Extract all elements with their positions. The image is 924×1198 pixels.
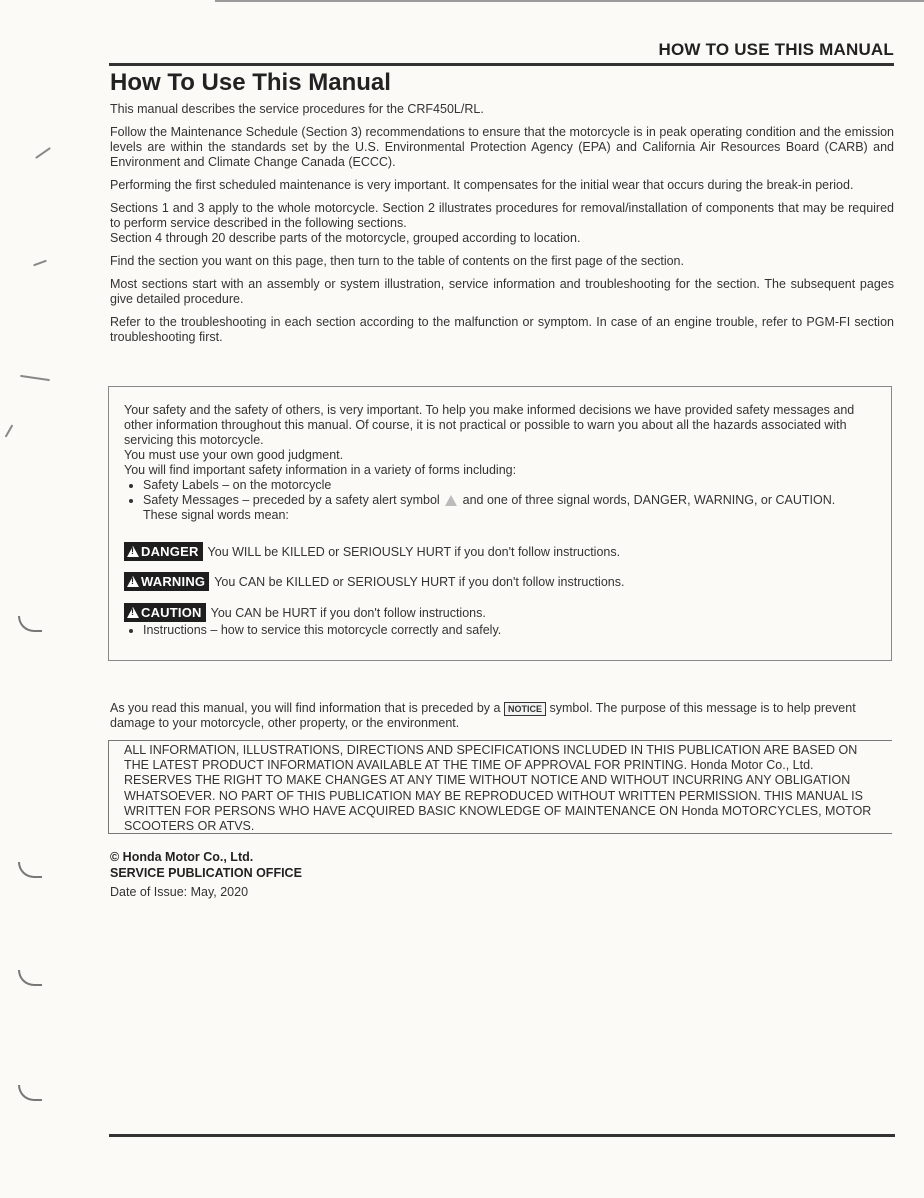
alert-triangle-icon bbox=[127, 546, 139, 557]
notice-paragraph: As you read this manual, you will find information that is preceded by a NOTICE symbol. The purpose of this message is to help prevent damage to your motorcycle, other property, or the environment. bbox=[110, 701, 856, 730]
danger-row bbox=[124, 542, 620, 561]
binder-hole-mark bbox=[18, 970, 42, 986]
intro-paragraph: Follow the Maintenance Schedule (Section 3) recommendations to ensure that the motorcycle is in peak operating condition and the emission levels are within the standards set by the U.S. Environmental Protection Agency (EPA) and California Air Resources Board (CARB) and Environment and Climate Change Canada (ECCC). bbox=[110, 125, 894, 169]
alert-triangle-icon bbox=[127, 576, 139, 587]
scan-mark bbox=[33, 260, 47, 267]
intro-paragraph: Performing the first scheduled maintenance is very important. It compensates for the initial wear that occurs during the break-in period. bbox=[110, 178, 854, 192]
page-title: How To Use This Manual bbox=[110, 69, 391, 96]
intro-paragraph: Find the section you want on this page, then turn to the table of contents on the first page of the section. bbox=[110, 254, 684, 268]
safety-list-2 bbox=[124, 623, 879, 638]
binder-hole-mark bbox=[18, 1085, 42, 1101]
intro-paragraph: Sections 1 and 3 apply to the whole motorcycle. Section 2 illustrates procedures for removal/installation of components that may be required to perform service described in the following sections. bbox=[110, 201, 894, 230]
warning-text: You CAN be KILLED or SERIOUSLY HURT if you don't follow instructions. bbox=[214, 574, 625, 589]
safety-bullet-labels: • Safety Labels – on the motorcycle bbox=[143, 478, 879, 493]
safety-list bbox=[124, 478, 879, 508]
binder-hole-mark bbox=[18, 862, 42, 878]
running-header: HOW TO USE THIS MANUAL bbox=[658, 40, 894, 59]
caution-text: You CAN be HURT if you don't follow instructions. bbox=[210, 605, 486, 620]
danger-text: You WILL be KILLED or SERIOUSLY HURT if you don't follow instructions. bbox=[207, 544, 621, 559]
safety-bullet-messages: • Safety Messages – preceded by a safety alert symbol and one of three signal words, DANGER, WARNING, or CAUTION. bbox=[143, 493, 879, 508]
danger-badge: ! DANGER bbox=[124, 542, 203, 561]
warning-row bbox=[124, 572, 624, 591]
caution-badge: ! CAUTION bbox=[124, 603, 206, 622]
copyright-line: © Honda Motor Co., Ltd. bbox=[110, 850, 254, 864]
top-edge-rule bbox=[215, 0, 924, 2]
safety-paragraph: You must use your own good judgment. bbox=[124, 448, 344, 462]
safety-bullet-instructions: • Instructions – how to service this motorcycle correctly and safely. bbox=[143, 623, 879, 638]
issue-date: Date of Issue: May, 2020 bbox=[110, 885, 249, 899]
intro-paragraph: Most sections start with an assembly or system illustration, service information and troubleshooting for the section. The subsequent pages give detailed procedure. bbox=[110, 277, 894, 306]
scan-mark bbox=[5, 424, 14, 437]
intro-paragraph: Refer to the troubleshooting in each section according to the malfunction or symptom. In case of an engine trouble, refer to PGM-FI section troubleshooting first. bbox=[110, 315, 894, 344]
footer-rule bbox=[109, 1134, 895, 1137]
safety-paragraph: You will find important safety information in a variety of forms including: bbox=[124, 463, 517, 477]
legal-disclaimer-box bbox=[108, 740, 892, 834]
safety-text bbox=[124, 403, 879, 523]
binder-hole-mark bbox=[18, 616, 42, 632]
publisher-line: SERVICE PUBLICATION OFFICE bbox=[110, 866, 302, 880]
caution-row bbox=[124, 603, 486, 622]
signal-words-intro: These signal words mean: bbox=[143, 508, 289, 522]
safety-paragraph: Your safety and the safety of others, is very important. To help you make informed decisions we have provided safety messages and other information throughout this manual. Of course, it is not practical or possible to warn you about all the hazards associated with servicing this motorcycle. bbox=[124, 403, 855, 447]
safety-alert-icon bbox=[445, 495, 457, 506]
scan-mark bbox=[35, 147, 51, 159]
intro-paragraph: This manual describes the service procedures for the CRF450L/RL. bbox=[110, 102, 484, 116]
instructions-bullet-wrap bbox=[124, 623, 879, 638]
alert-triangle-icon bbox=[127, 607, 139, 618]
notice-badge: NOTICE bbox=[504, 702, 546, 716]
safety-message-box bbox=[108, 386, 892, 661]
copyright-block bbox=[110, 849, 302, 881]
legal-disclaimer: ALL INFORMATION, ILLUSTRATIONS, DIRECTIONS AND SPECIFICATIONS INCLUDED IN THIS PUBLICATION ARE BASED ON THE LATEST PRODUCT INFORMATION AVAILABLE AT THE TIME OF APPROVAL FOR PRINTING. Honda Motor Co., Ltd. RESERVES THE RIGHT TO MAKE CHANGES AT ANY TIME WITHOUT NOTICE AND WITHOUT INCURRING ANY OBLIGATION WHATSOEVER. NO PART OF THIS PUBLICATION MAY BE REPRODUCED WITHOUT WRITTEN PERMISSION. THIS MANUAL IS WRITTEN FOR PERSONS WHO HAVE ACQUIRED BASIC KNOWLEDGE OF MAINTENANCE ON Honda MOTORCYCLES, MOTOR SCOOTERS OR ATVS. bbox=[124, 743, 872, 834]
header-rule bbox=[109, 63, 894, 66]
intro-paragraph: Section 4 through 20 describe parts of the motorcycle, grouped according to location. bbox=[110, 231, 581, 245]
scan-mark bbox=[20, 375, 50, 381]
intro-section bbox=[110, 102, 894, 353]
warning-badge: ! WARNING bbox=[124, 572, 209, 591]
